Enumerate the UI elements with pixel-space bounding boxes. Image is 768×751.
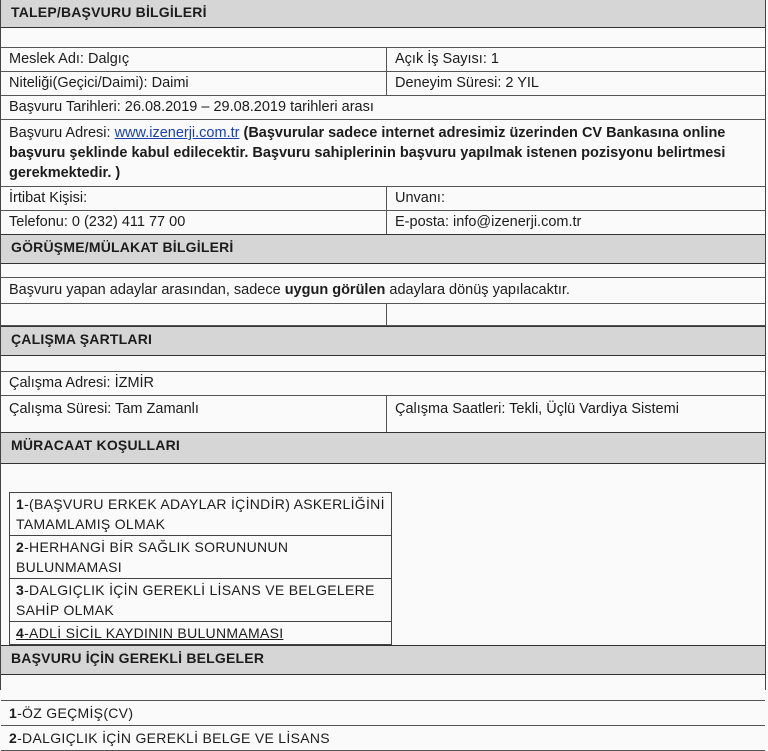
section-heading-gorusme: GÖRÜŞME/MÜLAKAT BİLGİLERİ <box>1 234 765 264</box>
item-number: 4 <box>16 625 25 641</box>
spacer-row <box>1 675 765 701</box>
list-item <box>1 701 765 726</box>
e-posta: E-posta: info@izenerji.com.tr <box>395 214 582 230</box>
spacer <box>1 464 765 492</box>
calisma-adresi: Çalışma Adresi: İZMİR <box>9 375 155 391</box>
gorusme-row <box>1 278 765 304</box>
list-item <box>10 536 391 579</box>
item-number: 1 <box>16 496 25 512</box>
irtibat-row <box>1 187 765 211</box>
item-number: 3 <box>16 582 25 598</box>
basvuru-tarihleri: Başvuru Tarihleri: 26.08.2019 – 29.08.2019 tarihleri arası <box>9 99 374 115</box>
gorusme-text-bold: uygun görülen <box>284 282 386 298</box>
calisma-adres-row <box>1 372 765 396</box>
nitelik-row <box>1 72 765 96</box>
basvuru-adresi <box>1 120 765 186</box>
list-item <box>10 579 391 622</box>
gorusme-empty-row <box>1 304 765 326</box>
section-heading-talep: TALEP/BAŞVURU BİLGİLERİ <box>1 0 765 28</box>
niteligi: Niteliği(Geçici/Daimi): Daimi <box>1 72 387 95</box>
gorusme-text-post: adaylara dönüş yapılacaktır. <box>385 282 570 298</box>
section-heading-muracaat: MÜRACAAT KOŞULLARI <box>1 432 765 464</box>
acik-is-sayisi: Açık İş Sayısı: 1 <box>395 51 499 67</box>
item-number: 2 <box>9 730 18 746</box>
calisma-saatleri: Çalışma Saatleri: Tekli, Üçlü Vardiya Sistemi <box>395 401 679 417</box>
spacer-row <box>1 264 765 278</box>
list-item <box>1 726 765 751</box>
item-text: -(BAŞVURU ERKEK ADAYLAR İÇİNDİR) ASKERLİĞİNİ TAMAMLAMIŞ OLMAK <box>16 496 385 532</box>
spacer-row <box>1 356 765 372</box>
meslek-adi: Meslek Adı: Dalgıç <box>1 48 387 71</box>
adres-label: Başvuru Adresi: <box>9 125 115 141</box>
item-number: 1 <box>9 705 18 721</box>
adres-note: (Başvurular sadece internet adresimiz üzerinden CV Bankasına online başvuru şeklinde kabul edilecektir. Başvuru sahiplerinin başvuru yapılmak istenen pozisyonu belirtmesi gerekmektedir. ) <box>9 125 726 181</box>
spacer-row <box>1 28 765 48</box>
adres-row <box>1 120 765 187</box>
website-link[interactable]: www.izenerji.com.tr <box>114 125 240 141</box>
section-heading-belgeler: BAŞVURU İÇİN GEREKLİ BELGELER <box>1 645 765 675</box>
irtibat-kisisi: İrtibat Kişisi: <box>1 187 387 210</box>
meslek-row <box>1 48 765 72</box>
deneyim-suresi: Deneyim Süresi: 2 YIL <box>395 75 539 91</box>
telefon-row <box>1 211 765 234</box>
item-number: 2 <box>16 539 25 555</box>
item-text: -DALGIÇLIK İÇİN GEREKLİ BELGE VE LİSANS <box>17 730 330 746</box>
unvani: Unvanı: <box>395 190 445 206</box>
list-item <box>10 622 391 644</box>
item-text: -HERHANGİ BİR SAĞLIK SORUNUNUN BULUNMAMASI <box>16 539 289 575</box>
item-text: -ÖZ GEÇMİŞ(CV) <box>17 705 134 721</box>
tarih-row <box>1 96 765 120</box>
list-item <box>10 493 391 536</box>
calisma-sure-row <box>1 396 765 432</box>
gorusme-text <box>1 278 765 303</box>
item-text: -DALGIÇLIK İÇİN GEREKLİ LİSANS VE BELGELERE SAHİP OLMAK <box>16 582 375 618</box>
empty-cell <box>1 304 387 325</box>
conditions-list <box>9 492 392 645</box>
section-heading-calisma: ÇALIŞMA ŞARTLARI <box>1 326 765 356</box>
item-text: -ADLİ SİCİL KAYDININ BULUNMAMASI <box>24 625 284 641</box>
telefonu: Telefonu: 0 (232) 411 77 00 <box>1 211 387 234</box>
gorusme-text-pre: Başvuru yapan adaylar arasından, sadece <box>9 282 285 298</box>
calisma-suresi: Çalışma Süresi: Tam Zamanlı <box>1 396 387 432</box>
empty-cell <box>387 304 765 325</box>
